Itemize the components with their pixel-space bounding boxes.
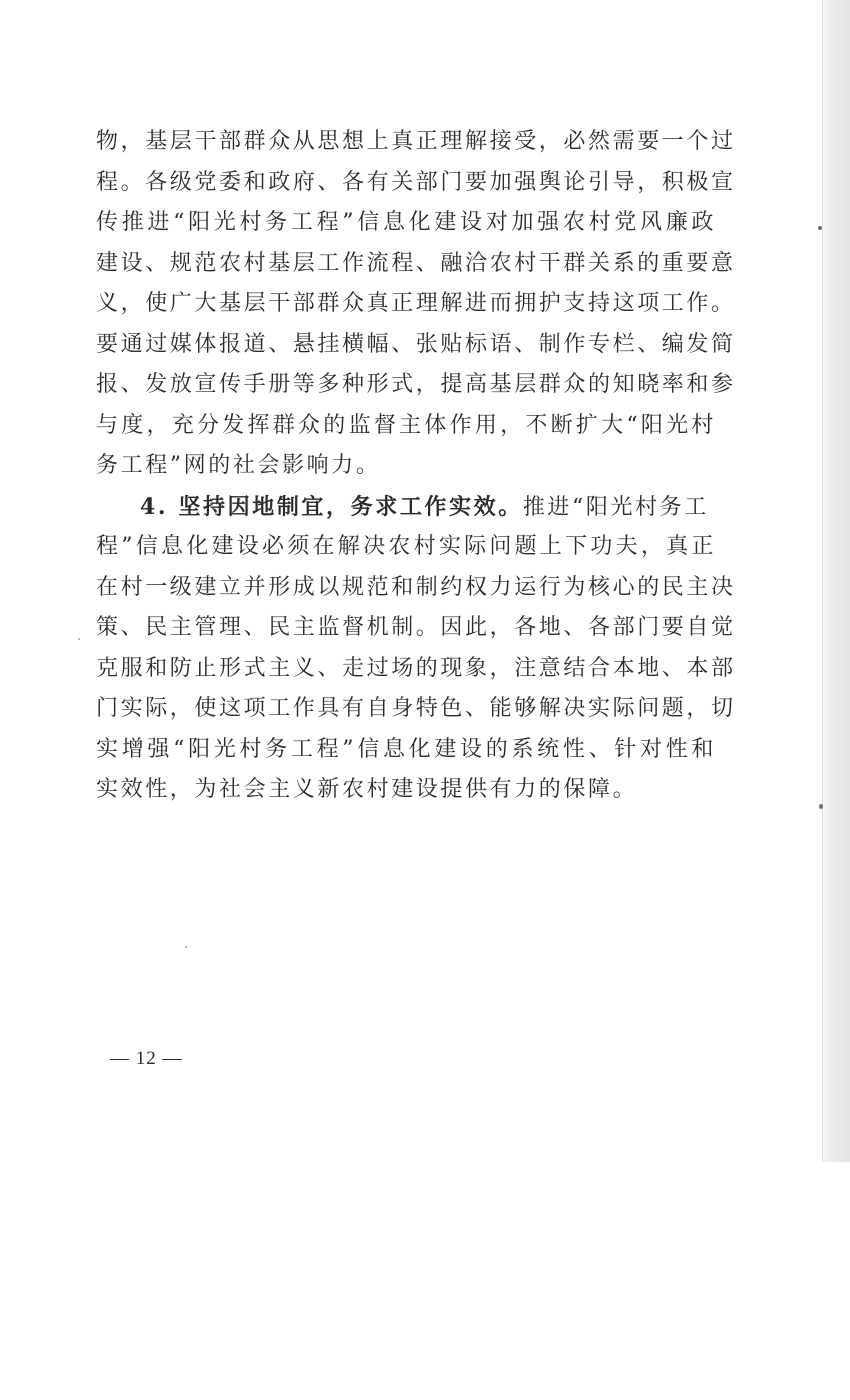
- body-text: [96, 122, 736, 811]
- text-line: 策、民主管理、民主监督机制。因此，各地、各部门要自觉: [96, 615, 736, 640]
- scan-shadow-edge: [822, 0, 850, 1162]
- page-number: — 12 —: [110, 1048, 183, 1069]
- section-4-first-line-text: 推进“阳光村务工: [522, 494, 709, 520]
- text-line: 实效性，为社会主义新农村建设提供有力的保障。: [96, 777, 638, 802]
- text-line: 义，使广大基层干部群众真正理解进而拥护支持这项工作。: [96, 291, 736, 316]
- text-line: 程”信息化建设必须在解决农村实际问题上下功夫，真正: [96, 534, 716, 559]
- text-line: 与度，充分发挥群众的监督主体作用，不断扩大“阳光村: [96, 412, 716, 438]
- scan-speck: [78, 638, 80, 640]
- section-4-heading: 4. 坚持因地制宜，务求工作实效。: [140, 493, 523, 520]
- text-line: 程。各级党委和政府、各有关部门要加强舆论引导，积极宣: [96, 169, 736, 195]
- text-line: 务工程”网的社会影响力。: [96, 453, 381, 478]
- text-line: 报、发放宣传手册等多种形式，提高基层群众的知晓率和参: [96, 372, 736, 397]
- text-line: 建设、规范农村基层工作流程、融洽农村干群关系的重要意: [96, 250, 736, 276]
- text-line: 传推进“阳光村务工程”信息化建设对加强农村党风廉政: [96, 210, 716, 235]
- scan-edge-fade: [822, 1162, 850, 1400]
- text-line: 实增强“阳光村务工程”信息化建设的系统性、针对性和: [96, 736, 716, 762]
- scan-speck: [185, 946, 187, 948]
- text-line: 门实际，使这项工作具有自身特色、能够解决实际问题，切: [96, 696, 736, 721]
- text-line: 克服和防止形式主义、走过场的现象，注意结合本地、本部: [96, 655, 736, 681]
- text-line: 在村一级建立并形成以规范和制约权力运行为核心的民主决: [96, 574, 736, 600]
- text-line: 物，基层干部群众从思想上真正理解接受，必然需要一个过: [96, 129, 736, 154]
- section-4-first-line: [96, 487, 716, 528]
- text-line: 要通过媒体报道、悬挂横幅、张贴标语、制作专栏、编发简: [96, 331, 736, 357]
- scan-speck: [818, 226, 822, 230]
- scan-speck: [819, 804, 823, 809]
